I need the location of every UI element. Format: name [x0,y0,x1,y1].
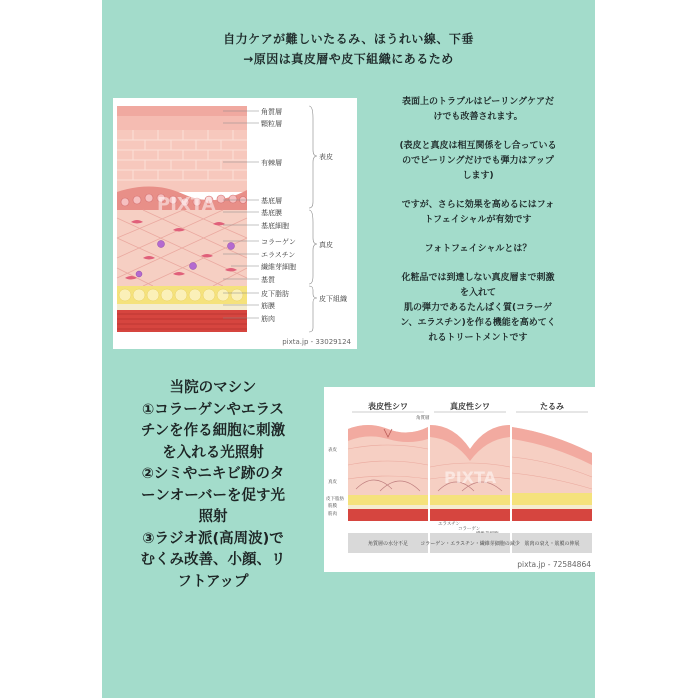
p5-line-3: ン、エラスチン)を作る機能を高めてく [400,318,556,328]
fig1-label-10: 皮下脂肪 [261,290,289,298]
p5-line-2: 肌の弾力であるたんぱく質(コラーゲ [403,303,553,313]
fig1-label-0: 角質層 [261,108,282,116]
mini-label-0: 角質層 [416,416,430,421]
p5-line-0: 化粧品では到達しない真皮層まで刺激 [401,273,555,283]
fig1-label-2: 有棘層 [261,159,282,167]
fig1-label-4: 基底膜 [261,209,282,217]
machine-line-6: 照射 [198,509,228,525]
fig1-label-3: 基底層 [261,197,282,205]
machine-line-4: ②シミやニキビ跡のタ [141,466,285,482]
fig1-label-1: 顆粒層 [261,120,282,128]
machine-heading: 当院のマシン [169,380,257,396]
fig1-credit: pixta.jp - 33029124 [282,338,351,346]
p4-line: フォトフェイシャルとは？ [424,244,532,254]
headline-line-1: 自力ケアが難しいたるみ、ほうれい線、下垂 [223,32,474,46]
machine-line-1: ①コラーゲンやエラス [141,401,285,418]
machine-line-2: チンを作る細胞に刺激 [140,423,286,439]
headline-line-2: →原因は真皮層や皮下組織にあるため [243,52,454,66]
fig1-label-8: 繊維芽細胞 [261,263,296,271]
machine-line-9: フトアップ [177,573,249,590]
fig1-label-7: エラスチン [261,251,296,259]
caption-2: 筋肉の衰え・筋膜の伸展 [524,541,580,547]
fig1-label-12: 筋肉 [261,315,275,323]
fig1-group-1: 真皮 [319,241,333,249]
p2-line-1: のでピーリングだけでも弾力はアップ [402,156,554,166]
wrinkle-diagram [324,387,595,572]
group-brackets [309,106,317,332]
p3-line-0: ですが、さらに効果を高めるにはフォ [401,200,555,210]
machine-line-3: を入れる光照射 [162,444,264,461]
page-background [102,0,595,698]
fig1-group-2: 皮下組織 [319,295,347,303]
mini-label-1: エラスチン [438,522,461,527]
p2-line-0: (表皮と真皮は相互関係をし合っている [399,141,557,151]
caption-0: 角質層の水分不足 [367,541,409,547]
p2-line-2: します) [462,171,494,181]
p3-line-1: トフェイシャルが有効です [424,215,532,225]
panel-title-2: たるみ [540,402,564,411]
skin-layer-diagram [113,98,357,349]
fig1-label-6: コラーゲン [261,238,296,246]
p5-line-4: れるトリートメントです [428,333,528,343]
side-label-0: 表皮 [328,448,337,453]
fig1-watermark: PIXTA [157,194,216,215]
side-label-3: 筋膜 [328,504,337,509]
panel-sagging [512,427,592,521]
skin-layer-figure [113,98,357,349]
fig2-watermark: PIXTA [444,468,497,487]
panel-epidermal-wrinkle [348,425,428,521]
side-label-2: 皮下脂肪 [326,497,344,502]
p1-line-1: けでも改善されます。 [433,112,523,122]
right-text-block [370,95,586,346]
side-label-1: 真皮 [328,480,337,485]
spinous-layer [117,130,247,192]
mini-label-2: コラーゲン [458,527,481,532]
p5-line-1: を入れて [459,288,496,298]
fig1-label-9: 基質 [261,276,275,284]
fig1-label-5: 基底細胞 [261,222,289,230]
machine-line-8: むくみ改善、小顔、リ [140,552,286,568]
fat-cells [119,289,243,301]
p1-line-0: 表面上のトラブルはピーリングケアだ [401,97,555,107]
wrinkle-types-figure [324,387,595,572]
machine-list [110,378,316,593]
fig1-group-0: 表皮 [319,153,333,161]
panel-title-1: 真皮性シワ [450,402,490,411]
fig1-label-11: 筋膜 [261,302,275,310]
fig2-credit: pixta.jp - 72584864 [517,560,591,569]
machine-line-5: ーンオーバーを促す光 [141,487,285,504]
side-label-4: 筋肉 [328,512,337,517]
machine-line-7: ③ラジオ派(高周波)で [142,530,284,547]
caption-1: コラーゲン・エラスチン・繊維芽細胞の減少 [420,541,520,547]
panel-title-0: 表皮性シワ [368,402,408,411]
